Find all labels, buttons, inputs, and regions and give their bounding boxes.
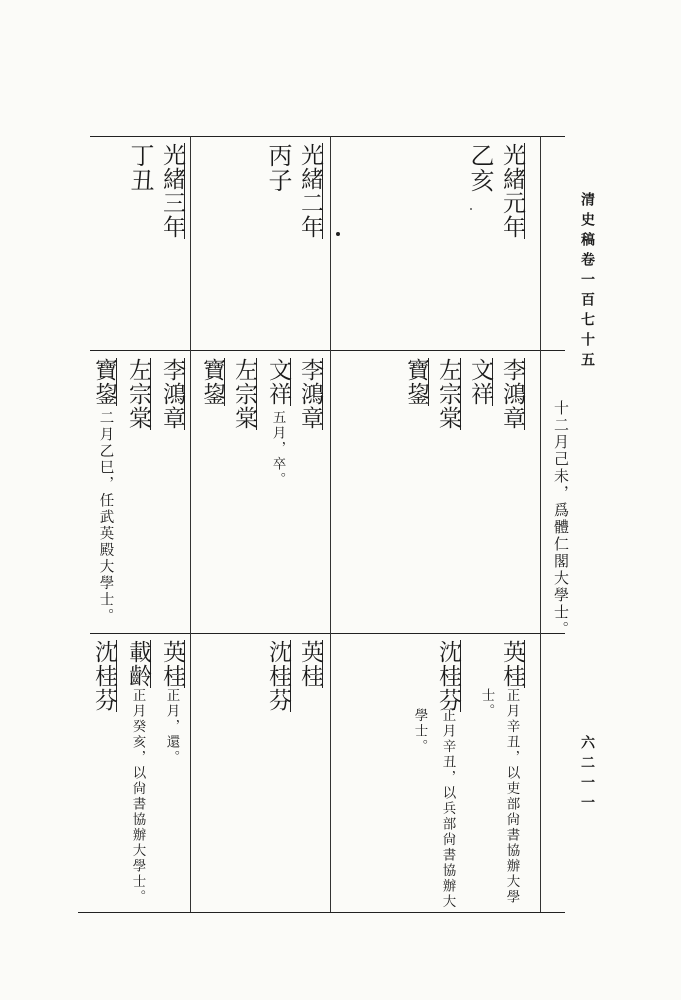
grand-secretary-3-2: 左宗棠 xyxy=(125,358,151,430)
assistant-note-3-2: 正月癸亥，以尙書協辦大學士。 xyxy=(129,688,146,905)
grand-secretary-2-2: 文祥 xyxy=(265,358,291,406)
assistant-note-1-1a: 正月辛丑，以吏部尙書協辦大學 xyxy=(503,688,520,905)
assistant-note-3-1: 正月，還。 xyxy=(163,688,180,766)
page-number: 六二一一 xyxy=(579,735,595,815)
book-title-header: 清史稿卷一百七十五 xyxy=(579,192,595,372)
assistant-secretary-1-2: 沈桂芬 xyxy=(435,640,461,712)
grand-secretary-3-3: 寶鋆 xyxy=(91,358,117,406)
grand-secretary-2-3: 左宗棠 xyxy=(231,358,257,430)
grand-secretary-1-4: 寶鋆 xyxy=(403,358,429,406)
grand-secretary-2-1: 李鴻章 xyxy=(297,358,323,430)
era-year-3: 光緒三年 xyxy=(159,143,185,239)
top-note: 十二月己未，爲體仁閣大學士。 xyxy=(552,400,570,638)
table-top-rule xyxy=(90,136,565,137)
assistant-note-1-2a: 正月辛丑，以兵部尙書協辦大 xyxy=(439,708,456,910)
grand-secretary-2-4: 寶鋆 xyxy=(199,358,225,406)
assistant-secretary-3-3: 沈桂芬 xyxy=(91,640,117,712)
assistant-secretary-3-1: 英桂 xyxy=(159,640,185,688)
grand-secretary-3-1: 李鴻章 xyxy=(159,358,185,430)
assistant-secretary-2-1: 英桂 xyxy=(297,640,323,688)
cyclical-2: 丙子 xyxy=(264,143,292,193)
ink-speck xyxy=(336,232,340,236)
wenxiang-note: 五月，卒。 xyxy=(269,410,286,488)
assistant-secretary-2-2: 沈桂芬 xyxy=(265,640,291,712)
table-right-border xyxy=(540,136,541,912)
column-divider-2 xyxy=(190,136,191,912)
cyclical-3: 丁丑 xyxy=(126,143,154,193)
assistant-secretary-3-2: 載齡 xyxy=(125,640,151,688)
table-row-rule-2 xyxy=(90,633,565,634)
assistant-note-1-1b: 士。 xyxy=(478,688,495,719)
assistant-note-1-2b: 學士。 xyxy=(411,708,428,755)
table-row-rule-1 xyxy=(90,350,565,351)
assistant-secretary-1-1: 英桂 xyxy=(499,640,525,688)
cyclical-1: 乙亥 xyxy=(466,143,494,193)
era-year-2: 光緒二年 xyxy=(297,143,323,239)
grand-secretary-1-2: 文祥 xyxy=(467,358,493,406)
grand-secretary-1-1: 李鴻章 xyxy=(499,358,525,430)
column-divider-1 xyxy=(330,136,331,912)
ink-speck-small xyxy=(470,208,472,210)
baoyun-note: 二月乙巳，任武英殿大學士。 xyxy=(97,410,114,625)
era-year-1: 光緒元年 xyxy=(499,143,525,239)
grand-secretary-1-3: 左宗棠 xyxy=(435,358,461,430)
table-bottom-rule xyxy=(78,912,565,913)
